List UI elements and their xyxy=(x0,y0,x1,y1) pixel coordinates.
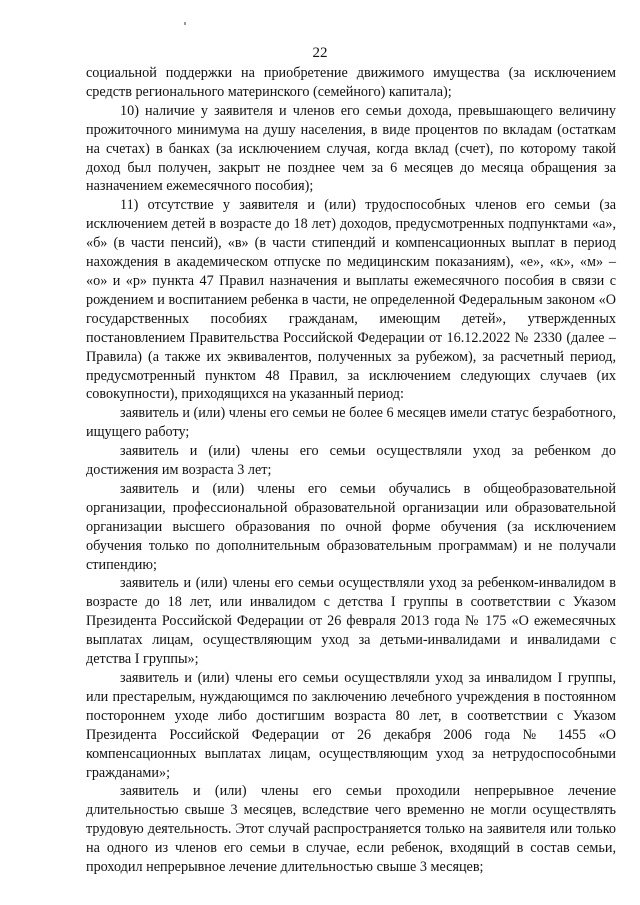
scan-speck xyxy=(184,22,186,25)
body-text xyxy=(86,64,616,877)
paragraph-case-education: заявитель и (или) члены его семьи обучались в общеобразовательной организации, профессиональной образовательной организации или образовательной организации высшего образования по очной форме обучения (за исключением обучения только по дополнительным образовательным программам) и не получали стипендию; xyxy=(86,480,616,573)
paragraph-item-11: 11) отсутствие у заявителя и (или) трудоспособных членов его семьи (за исключением детей в возрасте до 18 лет) доходов, предусмотренных подпунктами «а», «б» (в части пенсий), «в» (в части стипендий и компенсационных выплат в период нахождения в академическом отпуске по медицинским показаниям), «е», «к», «м» – «о» и «р» пункта 47 Правил назначения и выплаты ежемесячного пособия в связи с рождением и воспитанием ребенка в части, не определенной Федеральным законом «О государственных пособиях гражданам, имеющим детей», утвержденных постановлением Правительства Российской Федерации от 16.12.2022 № 2330 (далее – Правила) (а также их эквивалентов, полученных за рубежом), за расчетный период, предусмотренный пунктом 48 Правил, за исключением следующих случаев (их совокупности), приходящихся на указанный период: xyxy=(86,197,616,403)
paragraph-case-childcare: заявитель и (или) члены его семьи осуществляли уход за ребенком до достижения им возраста 3 лет; xyxy=(86,443,616,479)
paragraph-case-unemployed: заявитель и (или) члены его семьи не более 6 месяцев имели статус безработного, ищущего работу; xyxy=(86,405,616,441)
page-number: 22 xyxy=(312,45,328,61)
paragraph-continued: социальной поддержки на приобретение движимого имущества (за исключением средств регионального материнского (семейного) капитала); xyxy=(86,65,616,100)
paragraph-item-10: 10) наличие у заявителя и членов его семьи дохода, превышающего величину прожиточного минимума на душу населения, в виде процентов по вкладам (остаткам на счетах) в банках (за исключением случая, когда вклад (счет), по которому такой доход был получен, закрыт не позднее чем за 6 месяцев до месяца обращения за назначением ежемесячного пособия); xyxy=(86,102,616,195)
paragraph-case-disabled-child-care: заявитель и (или) члены его семьи осуществляли уход за ребенком-инвалидом в возрасте до 18 лет, или инвалидом с детства I группы в соответствии с Указом Президента Российской Федерации от 26 февраля 2013 года № 175 «О ежемесячных выплатах лицам, осуществляющим уход за детьми-инвалидами и инвалидами с детства I группы»; xyxy=(86,575,616,668)
paragraph-case-disabled-adult-care: заявитель и (или) члены его семьи осуществляли уход за инвалидом I группы, или престарелым, нуждающимся по заключению лечебного учреждения в постоянном постороннем уходе либо достигшим возраста 80 лет, в соответствии с Указом Президента Российской Федерации от 26 декабря 2006 года № 1455 «О компенсационных выплатах лицам, осуществляющим уход за нетрудоспособными гражданами»; xyxy=(86,670,616,781)
paragraph-case-treatment: заявитель и (или) члены его семьи проходили непрерывное лечение длительностью свыше 3 месяцев, вследствие чего временно не могли осуществлять трудовую деятельность. Этот случай распространяется только на заявителя или только на одного из членов его семьи в случае, если ребенок, входящий в состав семьи, проходил непрерывное лечение длительностью свыше 3 месяцев; xyxy=(86,783,616,876)
